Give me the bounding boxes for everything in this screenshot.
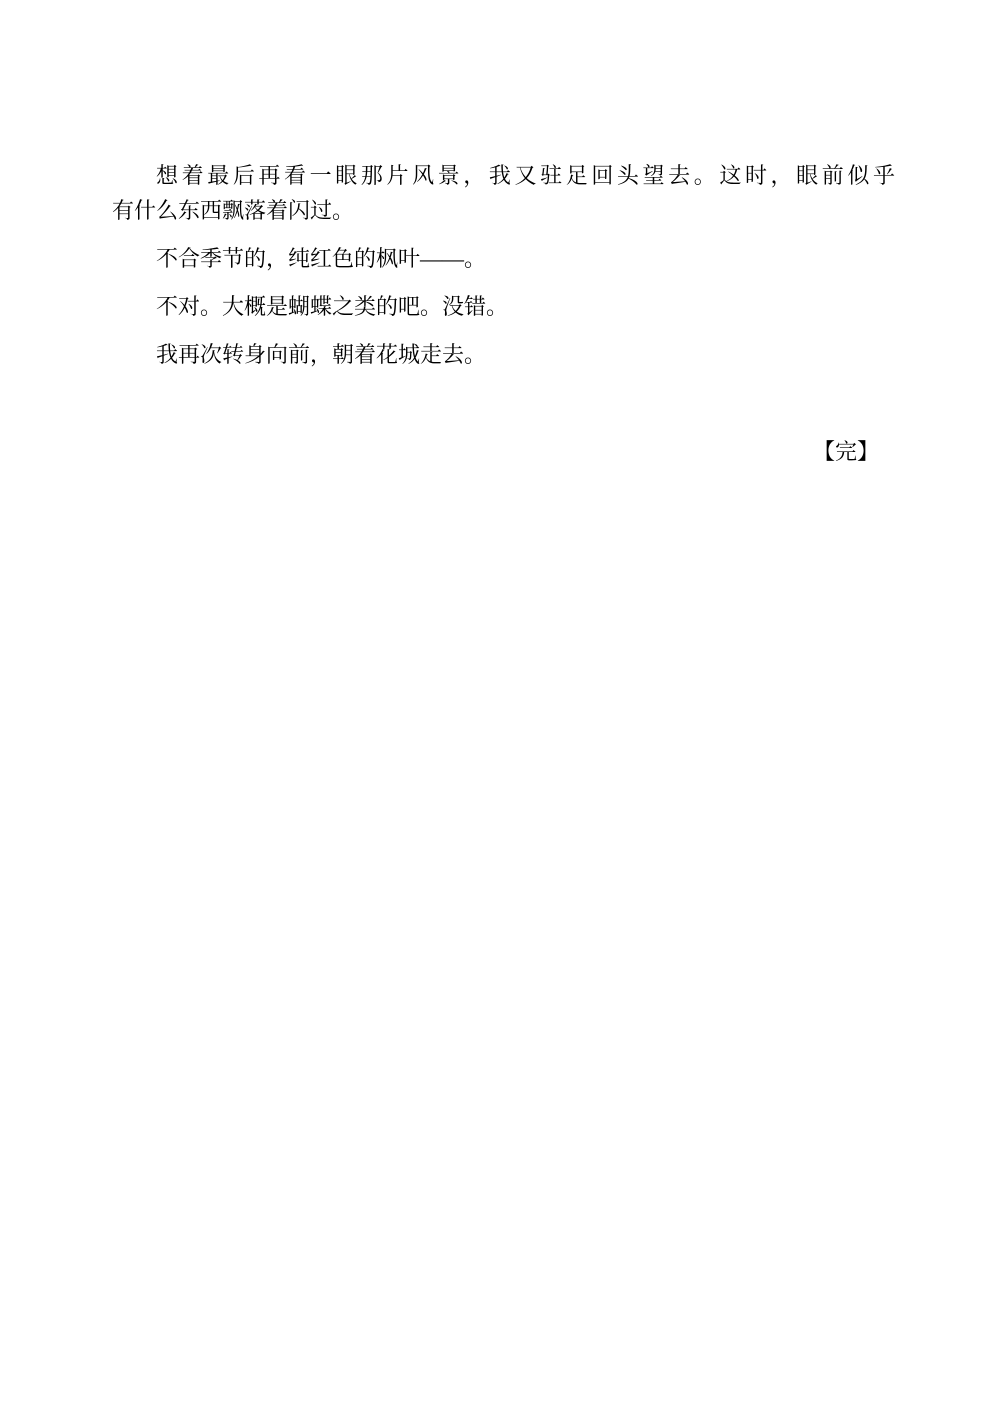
paragraph-2-line-1: 不合季节的，纯红色的枫叶——。 xyxy=(156,246,487,271)
paragraph-1-line-1: 想着最后再看一眼那片风景，我又驻足回头望去。这时，眼前似乎 xyxy=(156,163,895,188)
paragraph-2 xyxy=(112,241,895,276)
paragraph-1 xyxy=(112,158,895,228)
paragraph-1-line-2: 有什么东西飘落着闪过。 xyxy=(112,198,355,223)
end-mark: 【完】 xyxy=(812,439,879,464)
document-text-block xyxy=(112,158,895,469)
paragraph-4 xyxy=(112,337,895,372)
paragraph-3-line-1: 不对。大概是蝴蝶之类的吧。没错。 xyxy=(156,294,509,319)
paragraph-3 xyxy=(112,289,895,324)
paragraph-4-line-1: 我再次转身向前，朝着花城走去。 xyxy=(156,342,487,367)
